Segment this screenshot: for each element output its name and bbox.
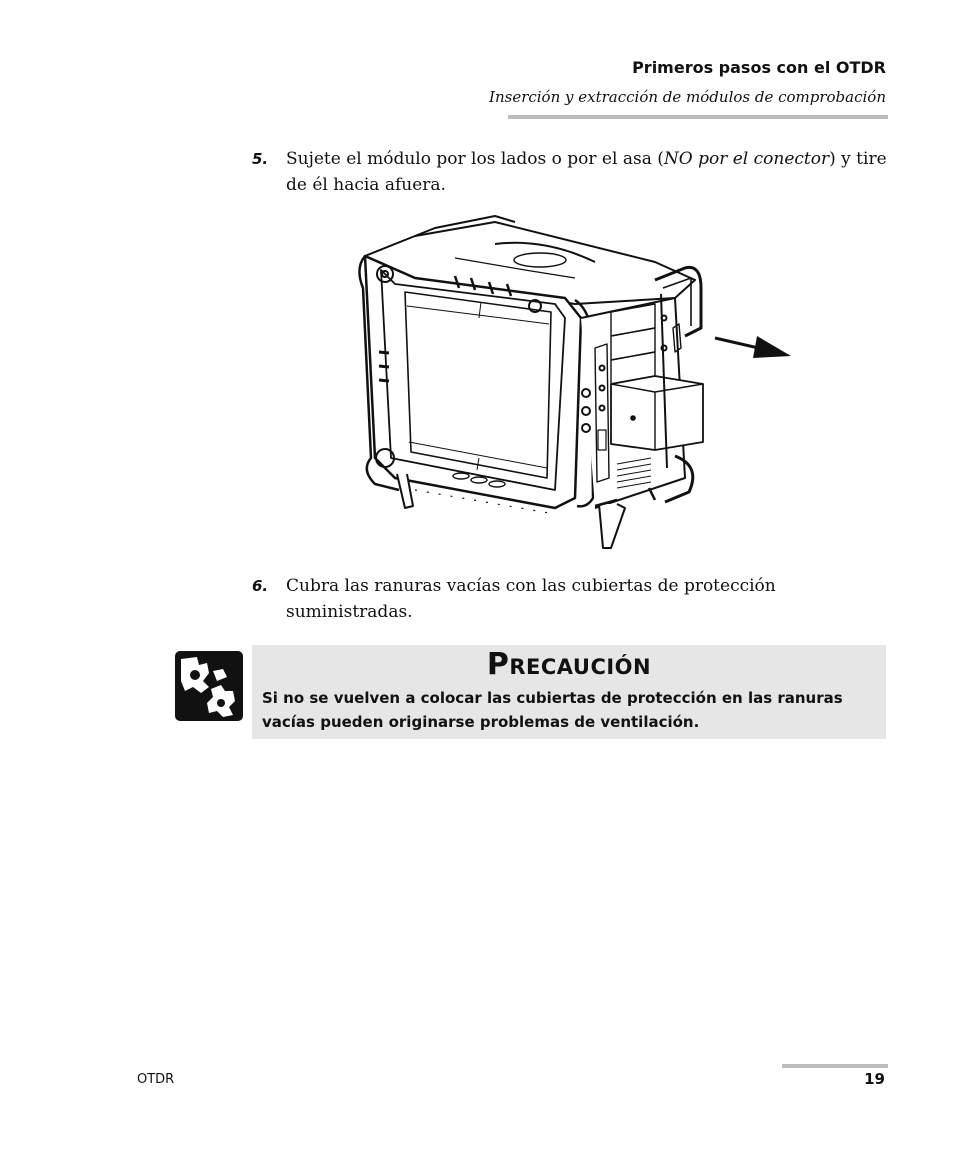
pull-direction-arrow	[715, 336, 791, 358]
caution-box	[252, 645, 886, 739]
step-text: Cubra las ranuras vacías con las cubiertas de protección suministradas.	[286, 576, 776, 622]
running-header-subtitle: Inserción y extracción de módulos de comprobación	[489, 88, 886, 106]
step-number: 5.	[252, 150, 269, 168]
step-text	[286, 146, 892, 198]
step-text-emphasis: NO por el conector	[663, 149, 830, 169]
step-5	[252, 146, 892, 198]
step-6	[252, 573, 892, 625]
module-removal-illustration	[355, 208, 795, 554]
step-number: 6.	[252, 577, 269, 595]
footer-product: OTDR	[137, 1072, 175, 1087]
step-text-part: Sujete el módulo por los lados o por el asa (	[286, 149, 664, 169]
page-number: 19	[864, 1070, 885, 1088]
step-text-part: ) y tire de él hacia afuera.	[286, 149, 887, 195]
running-header-title: Primeros pasos con el OTDR	[632, 58, 886, 77]
caution-text: Si no se vuelven a colocar las cubiertas de protección en las ranuras vacías pueden originarse problemas de ventilación.	[262, 689, 843, 731]
footer-rule	[782, 1064, 888, 1068]
caution-gears-icon	[175, 651, 243, 721]
caution-title: Precaución	[486, 647, 652, 682]
header-rule	[508, 115, 888, 119]
